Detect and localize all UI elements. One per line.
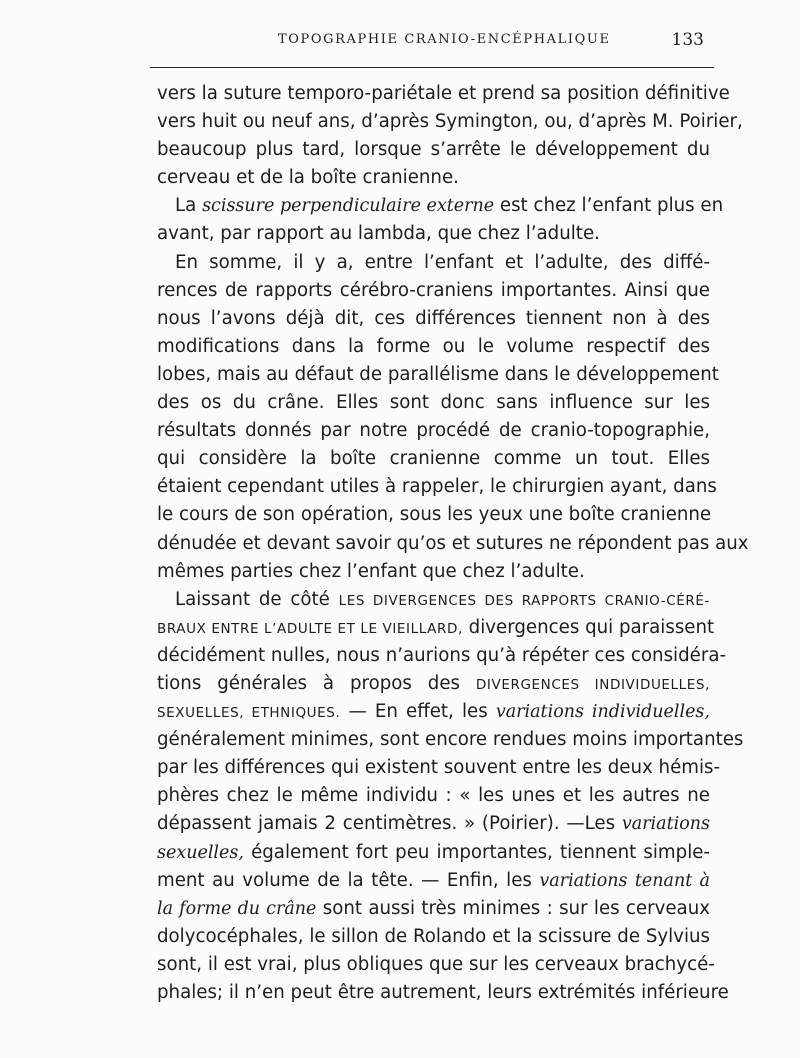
- text-run: avant, par rapport au lambda, que chez l’adulte.: [157, 223, 600, 245]
- text-run: dolycocéphales, le sillon de Rolando et la scissure de Sylvius: [157, 925, 710, 947]
- italic-text: variations: [621, 814, 710, 835]
- text-run: Laissant de côté: [175, 588, 339, 610]
- text-line: [157, 501, 710, 529]
- text-run: vers la suture temporo-pariétale et prend sa position définitive: [157, 83, 730, 104]
- text-run: mêmes parties chez l’enfant que chez l’adulte.: [157, 560, 585, 582]
- text-line: [157, 530, 749, 558]
- text-line: [157, 445, 710, 473]
- text-line: [157, 895, 710, 923]
- text-run: — En effet, les: [340, 701, 496, 723]
- italic-text: variations individuelles,: [495, 702, 710, 723]
- running-header: [150, 30, 710, 54]
- header-rule: [150, 67, 714, 68]
- text-line: [157, 80, 730, 108]
- text-line: [157, 951, 715, 979]
- text-line: [157, 782, 710, 810]
- text-run: ment au volume de la tête. — Enfin, les: [157, 869, 540, 891]
- text-run: vers huit ou neuf ans, d’après Symington, ou, d’après M. Poirier,: [157, 111, 743, 133]
- text-line: [157, 698, 710, 726]
- text-line: [157, 389, 710, 417]
- text-run: décidément nulles, nous n’aurions qu’à répéter ces considéra-: [157, 644, 727, 666]
- text-run: généralement minimes, sont encore rendues moins importantes: [157, 729, 744, 751]
- text-run: La: [175, 195, 203, 217]
- text-run: cerveau et de la boîte cranienne.: [157, 167, 459, 189]
- text-run: En somme, il y a, entre l’enfant et l’adulte, des diffé-: [175, 251, 710, 273]
- text-line: [157, 726, 744, 754]
- text-run: résultats donnés par notre procédé de cranio-topographie,: [157, 420, 710, 442]
- italic-text: scissure perpendiculaire externe: [202, 196, 495, 217]
- text-line: [157, 473, 717, 501]
- italic-text: la forme du crâne: [157, 898, 317, 919]
- text-run: sont, il est vrai, plus obliques que sur les cerveaux brachycé-: [157, 953, 715, 975]
- text-run: tions générales à propos des: [157, 672, 476, 694]
- text-line: [157, 192, 724, 220]
- text-run: dénudée et devant savoir qu’os et sutures ne répondent pas aux: [157, 532, 749, 554]
- text-run: étaient cependant utiles à rappeler, le chirurgien ayant, dans: [157, 476, 717, 498]
- text-run: phales; il n’en peut être autrement, leurs extrémités inférieure: [157, 982, 729, 1003]
- text-line: [157, 164, 710, 192]
- text-line: [157, 417, 710, 445]
- text-run: également fort peu importantes, tiennent simple-: [243, 841, 710, 863]
- text-line: [157, 277, 710, 305]
- text-run: divergences qui paraissent: [462, 616, 715, 638]
- small-caps-text: BRAUX ENTRE L’ADULTE ET LE VIEILLARD,: [157, 620, 463, 637]
- text-run: sont aussi très minimes : sur les cerveaux: [316, 897, 710, 919]
- text-run: phères chez le même individu : « les unes et les autres ne: [157, 785, 710, 807]
- text-line: [157, 810, 710, 838]
- text-line: [157, 558, 710, 586]
- text-run: par les différences qui existent souvent entre les deux hémis-: [157, 757, 721, 779]
- text-run: lobes, mais au défaut de parallélisme dans le développement: [157, 363, 719, 385]
- text-run: modifications dans la forme ou le volume respectif des: [157, 335, 710, 357]
- text-line: [157, 361, 719, 389]
- text-run: rences de rapports cérébro-craniens importantes. Ainsi que: [157, 279, 710, 301]
- text-line: [157, 979, 729, 1007]
- page-number: 133: [671, 30, 704, 50]
- text-line: [157, 249, 710, 277]
- text-run: des os du crâne. Elles sont donc sans influence sur les: [157, 392, 710, 414]
- text-line: [157, 614, 715, 642]
- text-line: [157, 923, 710, 951]
- text-run: le cours de son opération, sous les yeux une boîte cranienne: [157, 504, 712, 526]
- text-run: nous l’avons déjà dit, ces différences tiennent non à des: [157, 307, 710, 329]
- running-title: TOPOGRAPHIE CRANIO-ENCÉPHALIQUE: [278, 32, 611, 47]
- small-caps-text: DIVERGENCES INDIVIDUELLES,: [475, 676, 710, 693]
- text-line: [157, 136, 710, 164]
- text-line: [157, 305, 710, 333]
- text-run: dépassent jamais 2 centimètres. » (Poirier). —Les: [157, 813, 622, 835]
- italic-text: variations tenant à: [539, 870, 710, 891]
- text-line: [157, 642, 727, 670]
- small-caps-text: LES DIVERGENCES DES RAPPORTS CRANIO-CÉRÉ-: [338, 592, 710, 609]
- text-line: [157, 839, 710, 867]
- text-line: [157, 333, 710, 361]
- text-line: [157, 754, 721, 782]
- body-text: [157, 80, 749, 1007]
- text-line: [157, 220, 710, 248]
- text-line: [157, 670, 710, 698]
- text-run: qui considère la boîte cranienne comme un tout. Elles: [157, 448, 710, 470]
- text-run: est chez l’enfant plus en: [494, 195, 724, 217]
- text-run: beaucoup plus tard, lorsque s’arrête le développement du: [157, 139, 710, 161]
- small-caps-text: SEXUELLES, ETHNIQUES.: [157, 705, 341, 722]
- text-line: [157, 586, 710, 614]
- text-line: [157, 867, 710, 895]
- text-line: [157, 108, 743, 136]
- italic-text: sexuelles,: [157, 842, 244, 863]
